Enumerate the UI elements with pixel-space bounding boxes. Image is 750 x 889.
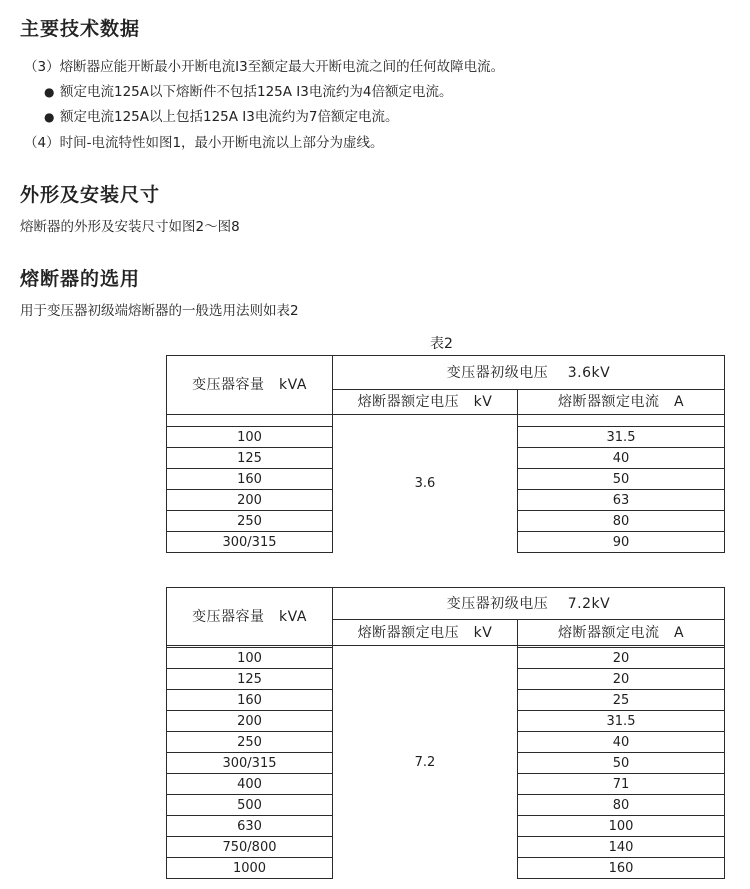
col-header-rated-voltage: 熔断器额定电压 kV (333, 620, 518, 646)
cell-capacity: 125 (167, 448, 333, 469)
cell-current: 160 (518, 858, 725, 879)
heading-selection: 熔断器的选用 (20, 268, 141, 290)
paragraph-item-4: （4）时间-电流特性如图1，最小开断电流以上部分为虚线。 (24, 135, 384, 151)
bullet-text: 额定电流125A以下熔断件不包括125A I3电流约为4倍额定电流。 (60, 84, 453, 100)
col-header-rated-current: 熔断器额定电流 A (518, 620, 725, 646)
cell-current: 40 (518, 732, 725, 753)
cell-capacity: 300/315 (167, 753, 333, 774)
cell-capacity: 125 (167, 669, 333, 690)
cell-current: 100 (518, 816, 725, 837)
col-header-rated-current: 熔断器额定电流 A (518, 390, 725, 415)
cell-capacity: 1000 (167, 858, 333, 879)
heading-dimensions: 外形及安装尺寸 (20, 184, 161, 206)
cell-capacity: 500 (167, 795, 333, 816)
cell-current: 20 (518, 648, 725, 669)
cell-capacity: 400 (167, 774, 333, 795)
cell-capacity: 300/315 (167, 532, 333, 553)
cell-capacity: 200 (167, 711, 333, 732)
cell-current: 63 (518, 490, 725, 511)
cell-current: 80 (518, 511, 725, 532)
paragraph-dimensions: 熔断器的外形及安装尺寸如图2～图8 (20, 219, 240, 235)
paragraph-item-3: （3）熔断器应能开断最小开断电流I3至额定最大开断电流之间的任何故障电流。 (24, 59, 505, 75)
bullet-text: 额定电流125A以上包括125A I3电流约为7倍额定电流。 (60, 109, 399, 125)
cell-current: 31.5 (518, 711, 725, 732)
cell-capacity: 250 (167, 732, 333, 753)
cell-current: 25 (518, 690, 725, 711)
header-primary-voltage: 变压器初级电压 7.2kV (333, 588, 725, 620)
cell-capacity: 100 (167, 648, 333, 669)
col-header-capacity: 变压器容量 kVA (167, 356, 333, 415)
selection-table-3-6kv (166, 355, 725, 553)
cell-current: 140 (518, 837, 725, 858)
cell-capacity: 200 (167, 490, 333, 511)
cell-current: 20 (518, 669, 725, 690)
cell-current: 90 (518, 532, 725, 553)
spacer (167, 415, 333, 427)
spacer (518, 415, 725, 427)
cell-capacity: 100 (167, 427, 333, 448)
cell-current: 40 (518, 448, 725, 469)
cell-rated-voltage: 3.6 (333, 415, 518, 553)
header-primary-voltage: 变压器初级电压 3.6kV (333, 356, 725, 390)
cell-current: 50 (518, 469, 725, 490)
cell-current: 31.5 (518, 427, 725, 448)
bullet-dot-icon: ● (44, 110, 55, 124)
selection-table-7-2kv (166, 587, 725, 879)
bullet-item (44, 105, 398, 125)
bullet-item (44, 80, 452, 100)
cell-capacity: 160 (167, 690, 333, 711)
col-header-capacity: 变压器容量 kVA (167, 588, 333, 646)
cell-capacity: 630 (167, 816, 333, 837)
bullet-dot-icon: ● (44, 85, 55, 99)
cell-current: 50 (518, 753, 725, 774)
cell-current: 71 (518, 774, 725, 795)
cell-current: 80 (518, 795, 725, 816)
table-caption: 表2 (430, 336, 453, 352)
cell-capacity: 250 (167, 511, 333, 532)
paragraph-selection: 用于变压器初级端熔断器的一般选用法则如表2 (20, 303, 299, 319)
cell-capacity: 750/800 (167, 837, 333, 858)
cell-capacity: 160 (167, 469, 333, 490)
heading-main-specs: 主要技术数据 (20, 18, 141, 40)
col-header-rated-voltage: 熔断器额定电压 kV (333, 390, 518, 415)
cell-rated-voltage: 7.2 (333, 646, 518, 879)
